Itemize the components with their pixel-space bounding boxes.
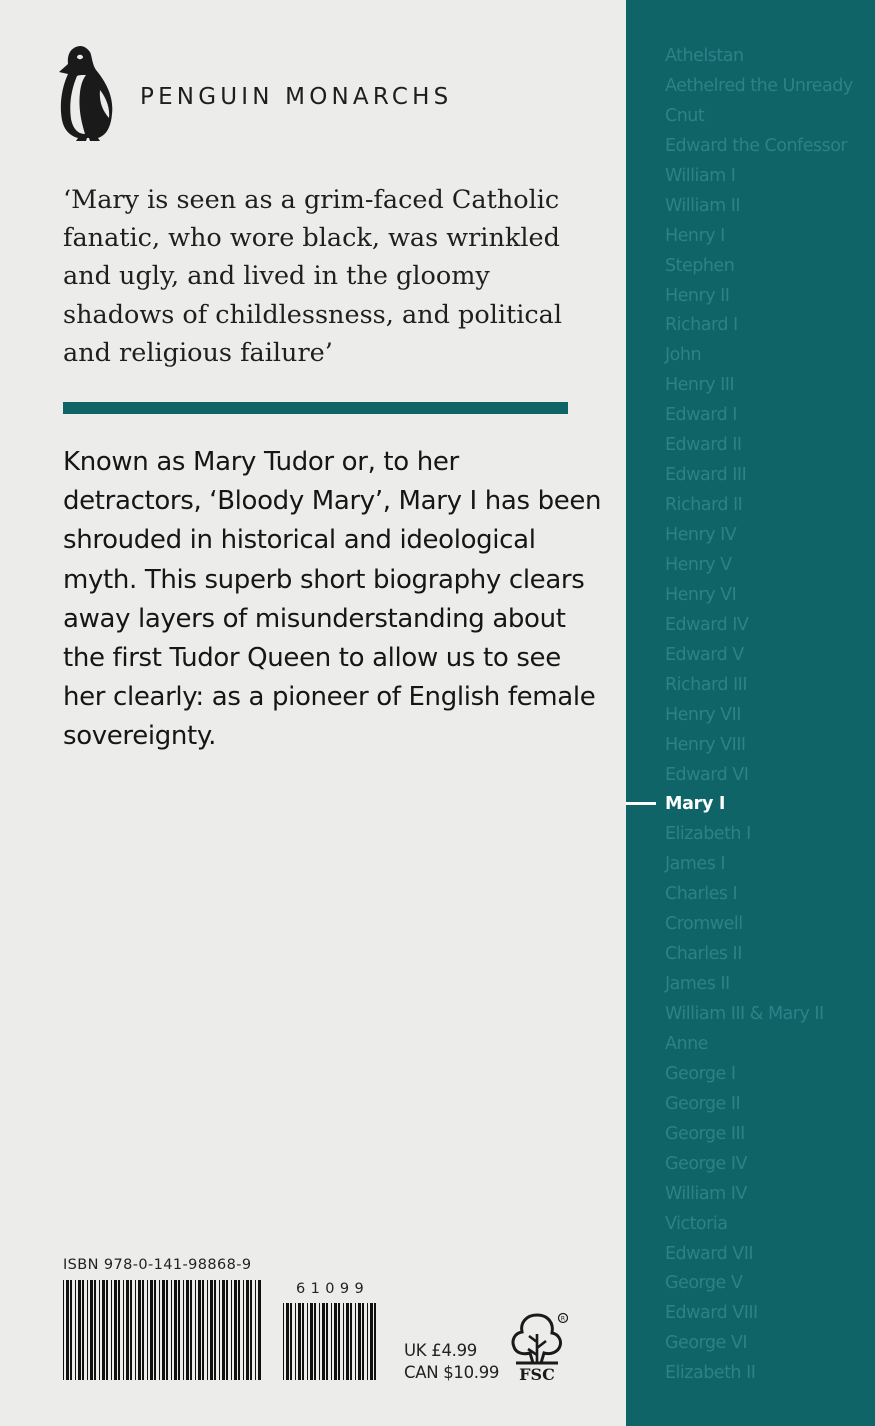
svg-text:R: R [560,1315,566,1323]
barcode-bar [338,1303,340,1380]
fsc-logo-text: FSC [519,1365,555,1382]
barcode-bar [238,1280,240,1380]
barcode-bar [226,1280,228,1380]
monarch-item: James II [665,974,730,995]
barcode-bar [138,1280,141,1380]
monarch-item: James I [665,854,726,875]
barcode-bar [75,1280,76,1380]
barcode-bar [114,1280,117,1380]
isbn-text: ISBN 978-0-141-98868-9 [63,1257,252,1273]
barcode-bar [219,1280,220,1380]
barcode-bar [314,1303,316,1380]
price-can: CAN $10.99 [404,1363,500,1382]
barcode-bar [355,1303,356,1380]
barcode-bar [147,1280,148,1380]
barcode-bar [246,1280,249,1380]
barcode-bar [326,1303,328,1380]
barcode-bar [350,1303,352,1380]
monarch-item: Edward the Confessor [665,135,848,156]
series-title: PENGUIN MONARCHS [140,84,453,110]
barcode-bar [111,1280,112,1380]
monarch-item: Edward IV [665,614,749,635]
barcode-bar [174,1280,177,1380]
barcode-bar [202,1280,204,1380]
monarch-item: Henry III [665,375,735,396]
monarch-item: Richard I [665,315,738,336]
barcode-bar [90,1280,93,1380]
barcode-bar [126,1280,129,1380]
barcode-bar [78,1280,81,1380]
monarch-item: Elizabeth I [665,824,751,845]
monarch-item: Cnut [665,105,705,126]
barcode-bar [334,1303,337,1380]
monarch-item: Edward I [665,405,737,426]
barcode-bar [198,1280,201,1380]
monarch-item: Aethelred the Unready [665,75,853,96]
barcode-bar [94,1280,96,1380]
barcode-bar [255,1280,256,1380]
monarch-item: Elizabeth II [665,1363,756,1384]
price-uk: UK £4.99 [404,1341,477,1360]
barcode-bar [346,1303,349,1380]
barcode-bar [162,1280,165,1380]
monarch-item: Cromwell [665,914,743,935]
barcode-bar [370,1303,373,1380]
monarch-item: William II [665,195,741,216]
barcode-bar [195,1280,196,1380]
blurb-text: Known as Mary Tudor or, to her detractors, ‘Bloody Mary’, Mary I has been shrouded in historical and ideological myth. This superb short biography clears away layers of misunderstanding about the first Tudor Queen to allow us to see her clearly: as a pioneer of English female sovereignty. [63,447,602,752]
barcode-bar [367,1303,368,1380]
barcode-bar [310,1303,313,1380]
barcode-bar [171,1280,172,1380]
barcode-bar [210,1280,213,1380]
monarch-item: George I [665,1063,736,1084]
monarch-item: John [665,345,702,366]
monarch-item: William III & Mary II [665,1004,824,1024]
monarch-item: Stephen [665,255,735,276]
monarch-item: George II [665,1093,741,1114]
monarch-item: George VI [665,1333,747,1354]
barcode-bar [358,1303,361,1380]
monarch-item: Richard III [665,674,747,695]
barcode-bar [290,1303,292,1380]
barcode-bar [190,1280,192,1380]
barcode-bar [234,1280,237,1380]
barcode-addon-digits: 61099 [296,1281,370,1297]
barcode-bar [166,1280,168,1380]
monarch-item: Charles I [665,884,738,905]
monarch-item: Edward VI [665,764,749,785]
barcode-bar [231,1280,232,1380]
barcode-bar [63,1280,64,1380]
monarch-item: Edward II [665,435,742,456]
barcode-bar [178,1280,180,1380]
barcode-bar [102,1280,105,1380]
barcode-bar [283,1303,284,1380]
barcode-bar [295,1303,296,1380]
barcode-bar [374,1303,376,1380]
monarch-item: Edward VIII [665,1303,758,1324]
quote-text: ‘Mary is seen as a grim-faced Catholic fanatic, who wore black, was wrinkled and ugly, and lived in the gloomy shadows of childlessness, and political and religious failure’ [63,185,563,368]
monarch-item: Athelstan [665,46,744,66]
barcode-bar [298,1303,301,1380]
barcode-bar [154,1280,156,1380]
barcode-bar [186,1280,189,1380]
monarch-item: Henry I [665,225,725,246]
barcode-bar [250,1280,252,1380]
barcode-bar [243,1280,244,1380]
barcode-bar [150,1280,153,1380]
barcode-bar [142,1280,144,1380]
divider-bar [63,402,568,414]
barcode-bar [214,1280,216,1380]
barcode-bar [118,1280,120,1380]
barcode-bar [343,1303,344,1380]
monarch-list [665,44,853,1391]
penguin-logo-icon [56,42,118,144]
barcode-bar [322,1303,325,1380]
monarch-item: Victoria [665,1213,728,1234]
barcode-bar [106,1280,108,1380]
monarch-item: Henry VII [665,704,741,725]
barcode-bar [87,1280,88,1380]
monarch-item: Henry IV [665,525,737,545]
barcode-bar [207,1280,208,1380]
monarch-item: Edward III [665,465,747,486]
barcode-bar [135,1280,136,1380]
monarch-item: George IV [665,1153,747,1174]
monarch-item: Edward VII [665,1243,754,1264]
barcode-bar [82,1280,84,1380]
barcode-bar [331,1303,332,1380]
monarch-item: Henry VIII [665,734,746,755]
current-monarch-indicator [626,802,656,805]
monarch-item: Anne [665,1033,708,1054]
addon-barcode [283,1303,380,1380]
barcode-bar [99,1280,100,1380]
barcode-bar [70,1280,72,1380]
isbn-barcode [63,1280,262,1380]
barcode-bar [307,1303,308,1380]
monarch-item: Charles II [665,944,742,965]
monarch-item-current: Mary I [665,794,726,815]
monarch-item: William I [665,165,736,186]
barcode-bar [130,1280,132,1380]
barcode-bar [183,1280,184,1380]
barcode-bar [66,1280,69,1380]
monarch-item: George V [665,1273,743,1294]
barcode-bar [159,1280,160,1380]
monarch-item: Richard II [665,495,743,516]
monarch-item: Henry II [665,285,730,306]
barcode-bar [258,1280,261,1380]
barcode-bar [222,1280,225,1380]
fsc-logo-icon [506,1312,568,1382]
monarch-item: George III [665,1123,745,1144]
barcode-bar [302,1303,304,1380]
monarch-item: Edward V [665,644,744,665]
monarch-item: Henry V [665,554,732,575]
monarch-item: Henry VI [665,584,737,605]
barcode-bar [319,1303,320,1380]
barcode-bar [362,1303,364,1380]
barcode-bar [123,1280,124,1380]
monarch-item: William IV [665,1183,747,1204]
barcode-bar [286,1303,289,1380]
